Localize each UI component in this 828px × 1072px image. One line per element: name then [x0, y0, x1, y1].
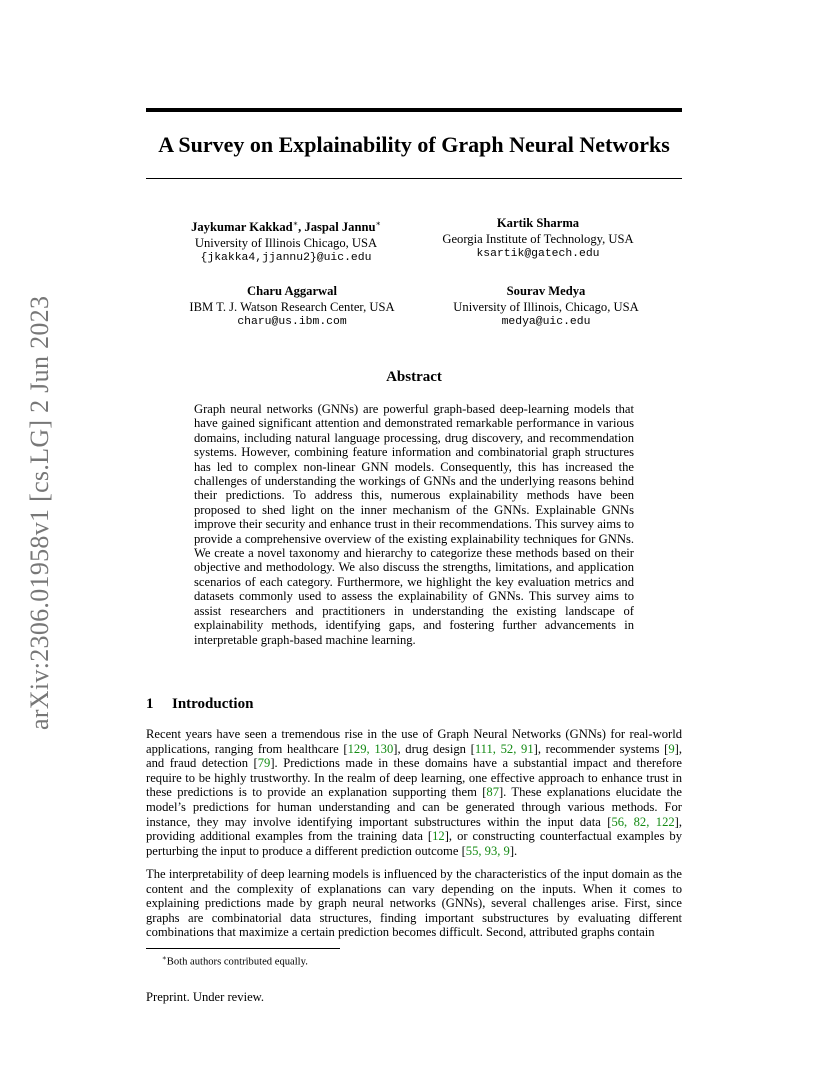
citation-link[interactable]: 12: [432, 829, 445, 844]
citation-link[interactable]: 56, 82, 122: [611, 814, 675, 829]
body-text: ].: [509, 843, 518, 858]
citation-link[interactable]: 129, 130: [347, 741, 394, 756]
author-name: Sourav Medya: [506, 284, 586, 298]
author-affiliation: IBM T. J. Watson Research Center, USA: [189, 299, 395, 314]
author-email: medya@uic.edu: [501, 316, 591, 328]
body-text: ], or constructing counterfactual examples by perturbing the input to produce a different prediction outcome [: [146, 829, 682, 858]
author-affiliation: Georgia Institute of Technology, USA: [442, 231, 634, 246]
author-email: ksartik@gatech.edu: [476, 248, 600, 260]
footnote: [162, 952, 308, 969]
body-text: ]. Predictions made in these domains have a substantial impact and therefore require to be highly trustworthy. In the realm of deep learning, one effective approach to enhance trust in these predictions is to provide an explanation supporting them [: [146, 756, 682, 800]
body-text: ], drug design [: [393, 741, 475, 756]
author-block-1: Jaykumar Kakkad∗, Jaspal Jannu∗ University of Illinois Chicago, USA {jkakka4,jjannu2}@uic.edu: [146, 216, 426, 267]
citation-link[interactable]: 111, 52, 91: [474, 741, 534, 756]
arxiv-identifier: arXiv:2306.01958v1 [cs.LG] 2 Jun 2023: [25, 295, 54, 730]
footnote-mark: ∗: [162, 954, 167, 962]
intro-paragraph-2: The interpretability of deep learning models is influenced by the characteristics of the input domain as the content and the complexity of explanations can vary depending on the inputs. When it comes to explaining predictions made by graph neural networks (GNNs), several challenges arise. First, since graphs are combinatorial data structures, finding important substructures by evaluating different combinations that maximize a certain prediction becomes difficult. Second, attributed graphs contain: [146, 867, 682, 940]
author-block-3: [152, 284, 432, 331]
footnote-text: Both authors contributed equally.: [166, 956, 308, 968]
citation-link[interactable]: 55, 93, 9: [465, 843, 510, 858]
section-number: 1: [146, 696, 154, 712]
author-block-2: [398, 216, 678, 263]
equal-contribution-mark: ∗: [292, 219, 299, 228]
intro-paragraph-1: [146, 727, 682, 858]
body-text: ], providing additional examples from the training data [: [146, 814, 683, 844]
author-name-kakkad: Jaykumar Kakkad: [191, 220, 293, 235]
author-affiliation: University of Illinois Chicago, USA: [194, 235, 378, 250]
author-email: charu@us.ibm.com: [237, 316, 347, 328]
author-email: {jkakka4,jjannu2}@uic.edu: [200, 252, 372, 265]
author-name: Charu Aggarwal: [247, 284, 337, 298]
abstract-text: Graph neural networks (GNNs) are powerful graph-based deep-learning models that have gained significant attention and demonstrated remarkable performance in various domains, including natural language processing, drug discovery, and recommendation systems. However, combining feature information and combinatorial graph structures has led to complex non-linear GNN models. Consequently, this has increased the challenges of understanding the workings of GNNs and the underlying reasons behind their predictions. To address this, numerous explainability methods have been proposed to shed light on the inner mechanism of the GNNs. Explainable GNNs improve their security and enhance trust in their recommendations. This survey aims to provide a comprehensive overview of the existing explainability techniques for GNNs. We create a novel taxonomy and hierarchy to categorize these methods based on their objective and methodology. We also discuss the strengths, limitations, and application scenarios of each category. Furthermore, we highlight the key evaluation metrics and datasets commonly used to assess the explainability of GNNs. This survey aims to assist researchers and practitioners in understanding the existing landscape of explainability methods, identifying gaps, and fostering further advancements in interpretable graph-based machine learning.: [194, 402, 634, 647]
title-bottom-rule: [146, 178, 682, 179]
paper-title: A Survey on Explainability of Graph Neural Networks: [158, 132, 670, 157]
body-text: ]. These explanations elucidate the model’s predictions for human understanding and can be generated through various methods. For instance, they may involve identifying important substructures within the input data [: [146, 785, 682, 829]
citation-link[interactable]: 9: [668, 741, 675, 756]
section-heading: [146, 694, 253, 714]
body-text: ], and fraud detection [: [146, 741, 682, 771]
citation-link[interactable]: 79: [257, 756, 271, 771]
author-block-4: [406, 284, 686, 331]
section-title: Introduction: [172, 696, 254, 712]
body-text: ], recommender systems [: [533, 741, 669, 756]
equal-contribution-mark: ∗: [375, 219, 381, 228]
author-name: Kartik Sharma: [496, 216, 580, 230]
title-top-rule: [146, 108, 682, 112]
body-text: Recent years have seen a tremendous rise in the use of Graph Neural Networks (GNNs) for real-world applications, ranging from healthcare [: [146, 727, 682, 756]
author-name-jannu: Jaspal Jannu: [304, 220, 376, 235]
preprint-footer: Preprint. Under review.: [146, 990, 265, 1004]
footnote-rule: [146, 948, 340, 949]
abstract-heading: Abstract: [386, 369, 442, 385]
author-affiliation: University of Illinois, Chicago, USA: [453, 299, 639, 314]
citation-link[interactable]: 87: [486, 785, 499, 800]
